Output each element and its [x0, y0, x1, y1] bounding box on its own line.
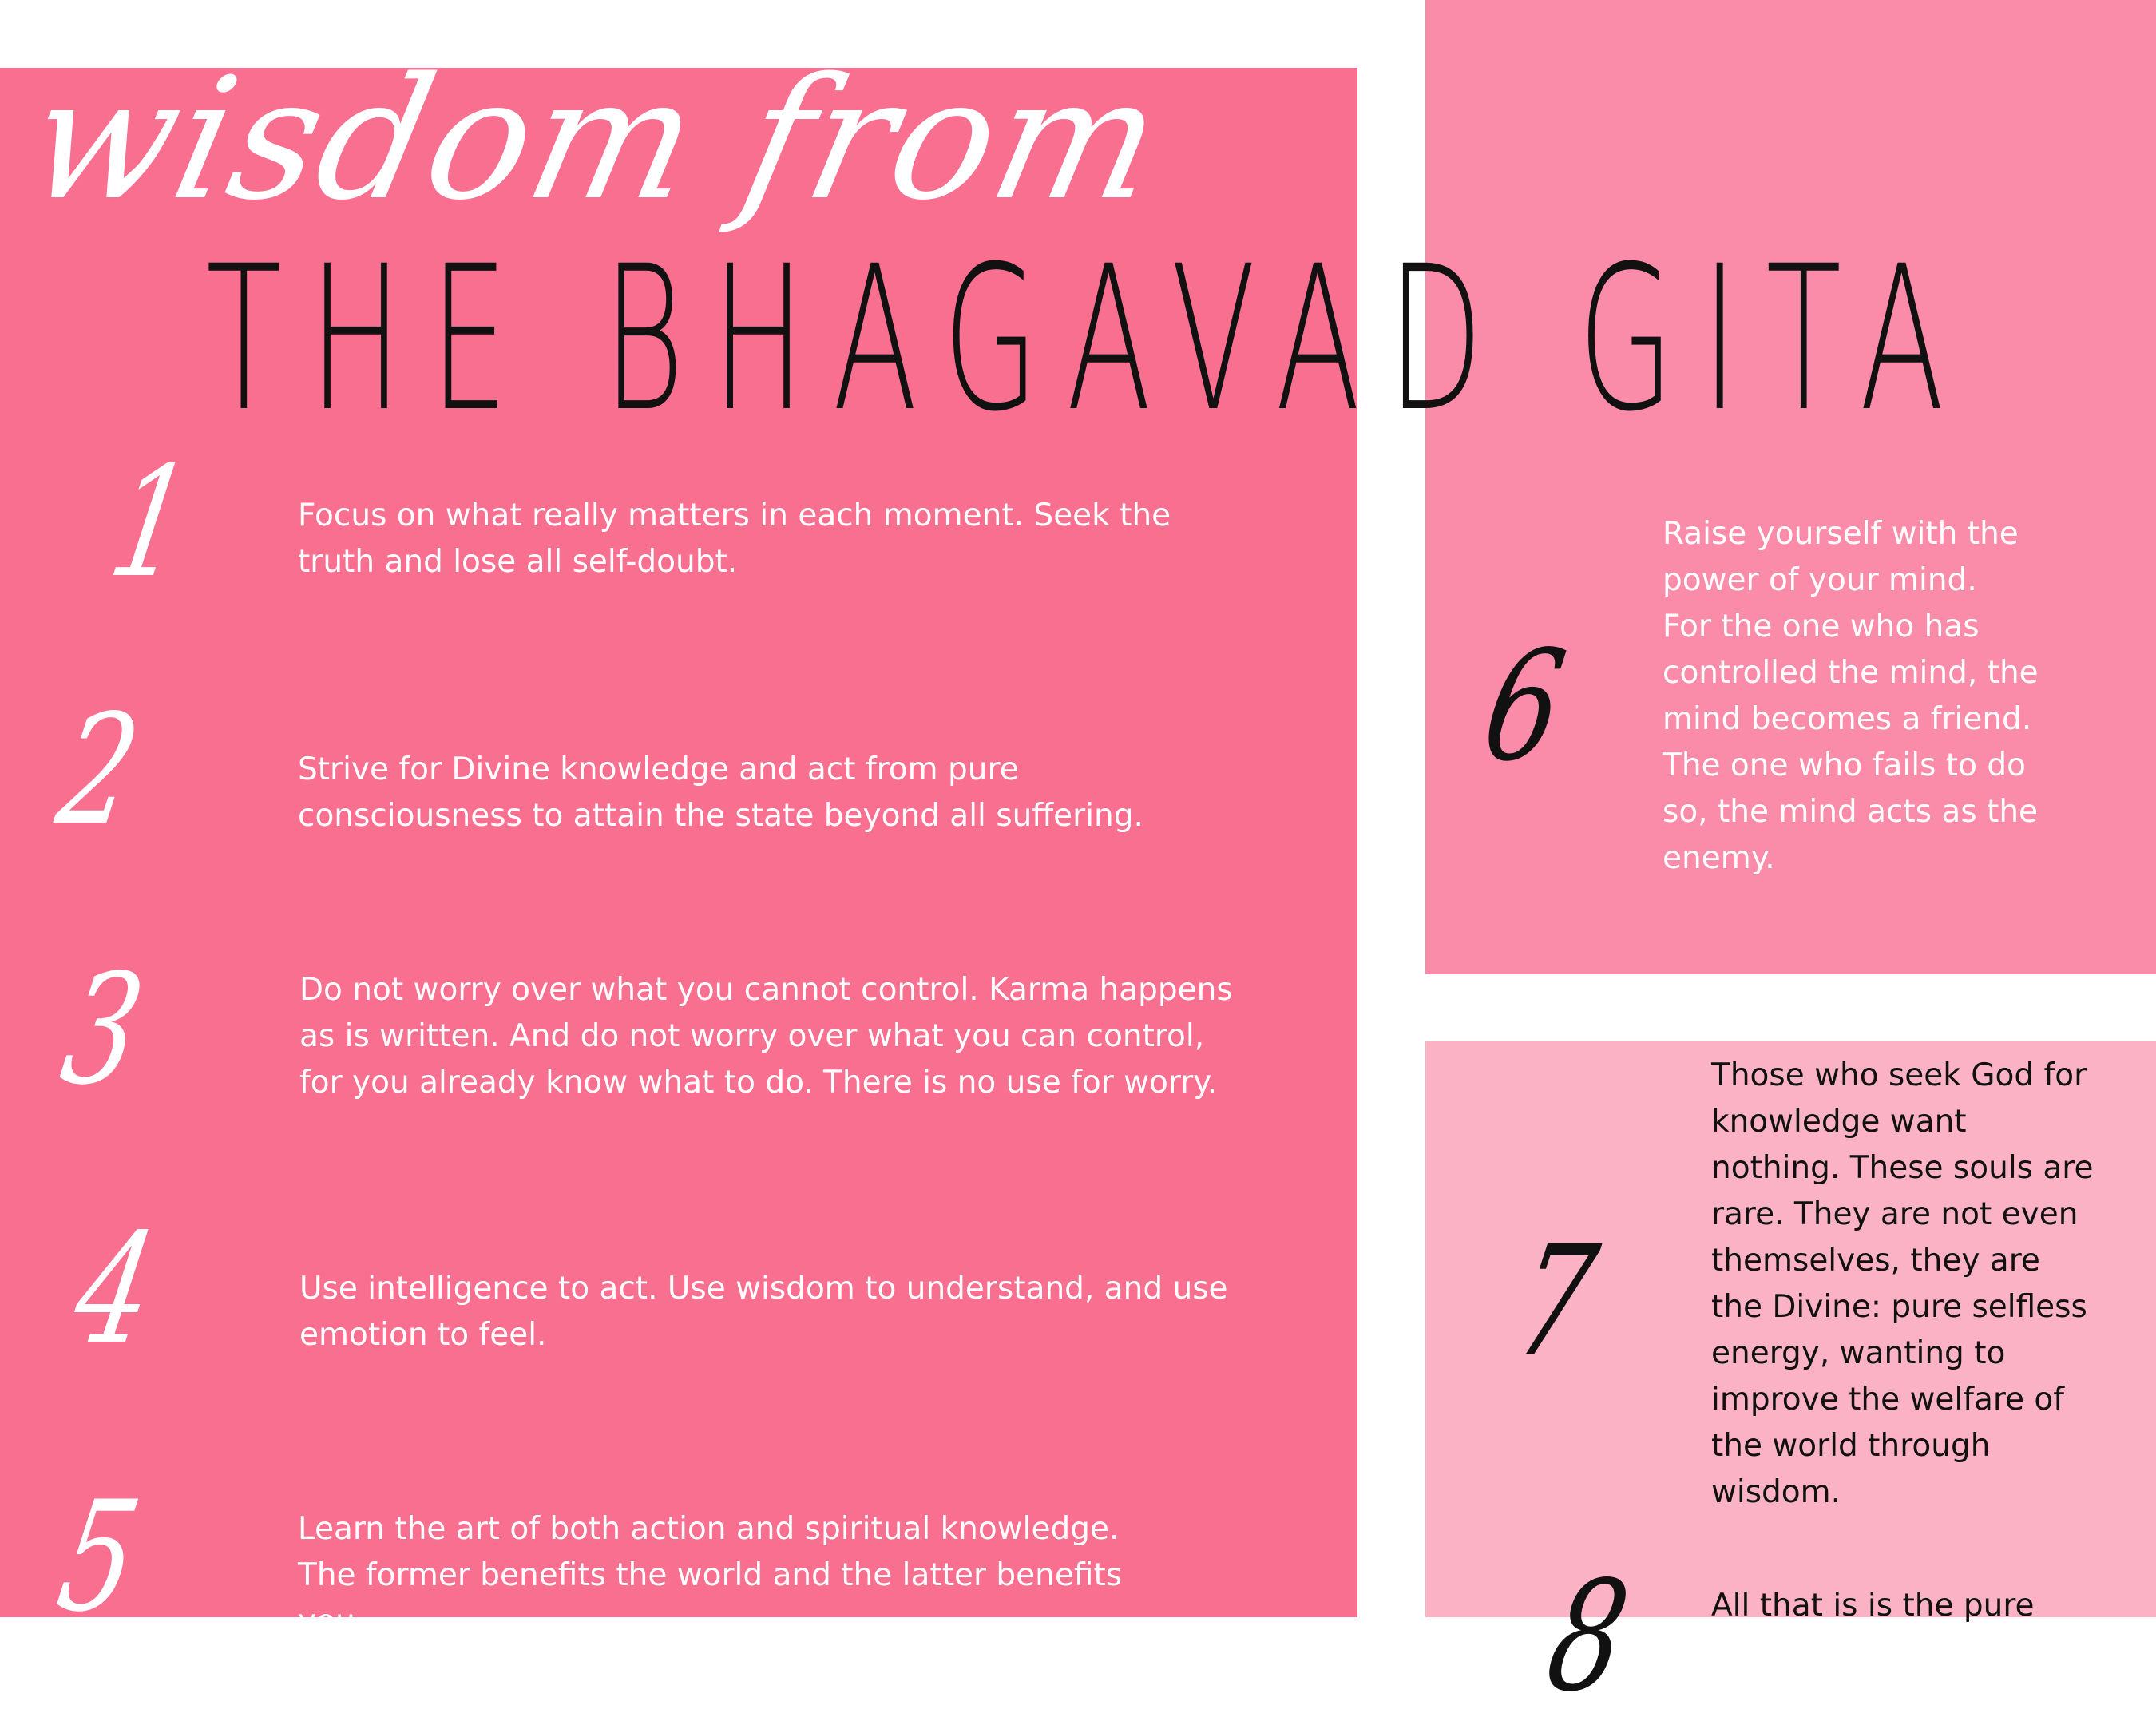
item-number-3: 3 — [50, 942, 155, 1118]
item-number-7: 7 — [1504, 1213, 1608, 1390]
item-number-1: 1 — [98, 434, 203, 611]
item-text-8: All that is is the pure — [1711, 1588, 2035, 1624]
script-subtitle: wisdom from — [13, 42, 1179, 237]
item-text-2: Strive for Divine knowledge and act from pure consciousness to attain the state beyond all suffering. — [298, 751, 1143, 834]
item-number-8: 8 — [1536, 1549, 1640, 1725]
item-text-3: Do not worry over what you cannot control. Karma happens as is written. And do not worry over what you can control, for you already know what to do. There is no use for worry. — [299, 972, 1233, 1100]
item-text-6: Raise yourself with the power of your mind. For the one who has controlled the mind, the mind becomes a friend. The one who fails to do so, the mind acts as the enemy. — [1663, 516, 2039, 876]
item-number-5: 5 — [46, 1469, 151, 1645]
item-text-4: Use intelligence to act. Use wisdom to understand, and use emotion to feel. — [299, 1271, 1228, 1353]
item-text-7: Those who seek God for knowledge want nothing. These souls are rare. They are not even themselves, they are the Divine: pure selfless energy, wanting to improve the welfare of the world through wisdom. — [1711, 1057, 2094, 1510]
item-number-4: 4 — [62, 1201, 167, 1378]
page-title: THE BHAGAVAD GITA — [206, 223, 1972, 455]
item-number-2: 2 — [46, 682, 151, 859]
item-text-1: Focus on what really matters in each moment. Seek the truth and lose all self-doubt. — [298, 498, 1171, 580]
item-text-5: Learn the art of both action and spiritual knowledge. The former benefits the world and the latter benefits you. — [298, 1511, 1123, 1640]
item-number-6: 6 — [1472, 618, 1576, 795]
